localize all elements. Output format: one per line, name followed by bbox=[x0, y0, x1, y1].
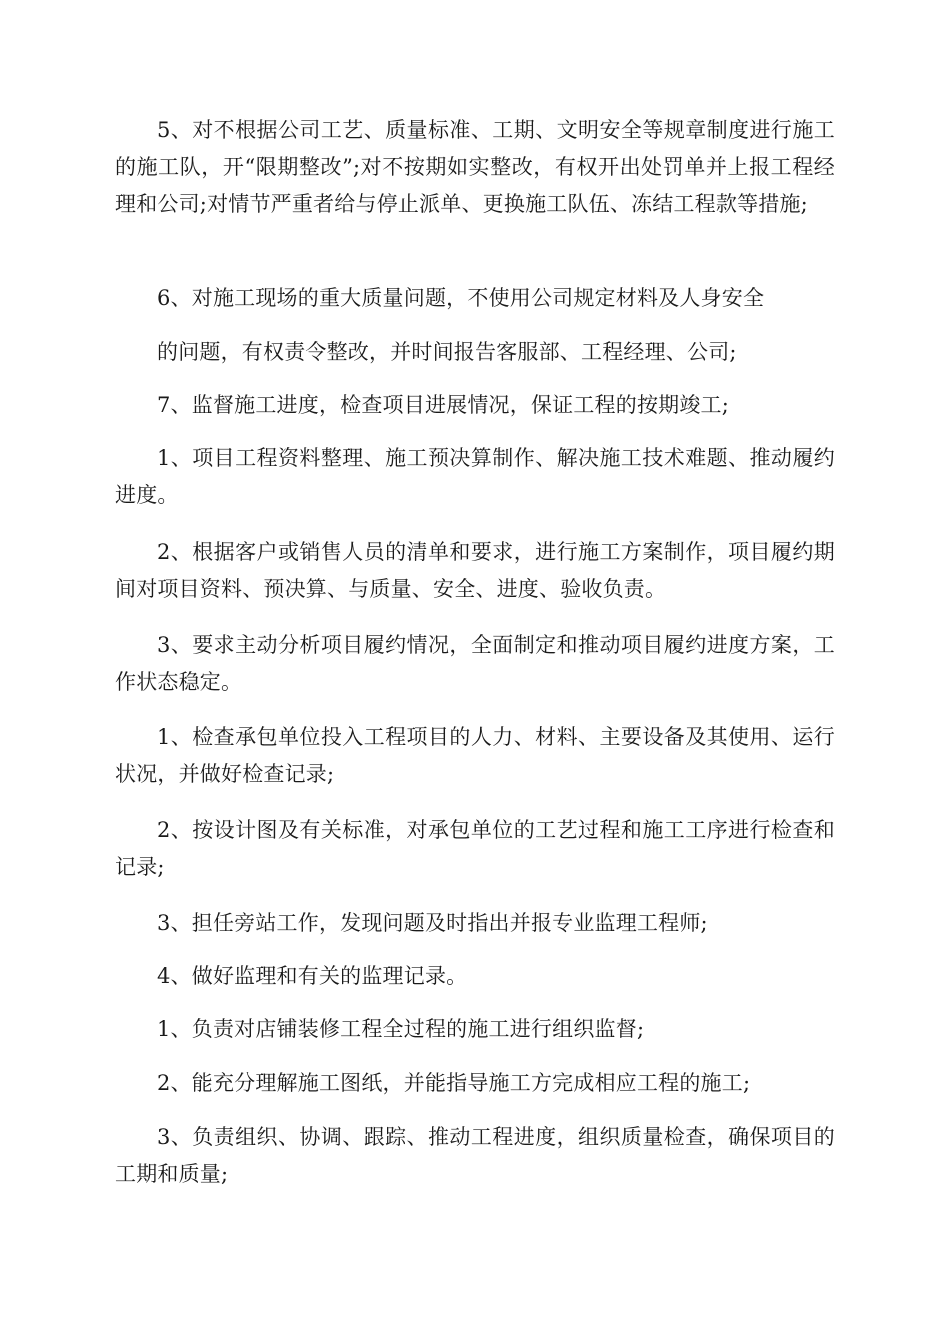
paragraph-1: 5、对不根据公司工艺、质量标准、工期、文明安全等规章制度进行施工的施工队，开“限期整改”;对不按期如实整改，有权开出处罚单并上报工程经理和公司;对情节严重者给与停止派单、更换施工队伍、冻结工程款等措施; bbox=[115, 118, 835, 216]
paragraph-3: 的问题，有权责令整改，并时间报告客服部、工程经理、公司; bbox=[157, 340, 737, 364]
paragraph-7: 3、要求主动分析项目履约情况，全面制定和推动项目履约进度方案，工作状态稳定。 bbox=[115, 633, 835, 694]
paragraph-11: 4、做好监理和有关的监理记录。 bbox=[157, 964, 468, 988]
paragraph-2: 6、对施工现场的重大质量问题，不使用公司规定材料及人身安全 bbox=[157, 286, 765, 310]
paragraph-13: 2、能充分理解施工图纸，并能指导施工方完成相应工程的施工; bbox=[157, 1071, 751, 1095]
paragraph-9: 2、按设计图及有关标准，对承包单位的工艺过程和施工工序进行检查和记录; bbox=[115, 818, 835, 879]
paragraph-14: 3、负责组织、协调、跟踪、推动工程进度，组织质量检查，确保项目的工期和质量; bbox=[115, 1125, 835, 1186]
paragraph-8: 1、检查承包单位投入工程项目的人力、材料、主要设备及其使用、运行状况，并做好检查记录; bbox=[115, 725, 835, 786]
paragraph-4: 7、监督施工进度，检查项目进展情况，保证工程的按期竣工; bbox=[157, 393, 730, 417]
paragraph-12: 1、负责对店铺装修工程全过程的施工进行组织监督; bbox=[157, 1017, 645, 1041]
paragraph-6: 2、根据客户或销售人员的清单和要求，进行施工方案制作，项目履约期间对项目资料、预决算、与质量、安全、进度、验收负责。 bbox=[115, 540, 835, 601]
paragraph-10: 3、担任旁站工作，发现问题及时指出并报专业监理工程师; bbox=[157, 911, 708, 935]
paragraph-5: 1、项目工程资料整理、施工预决算制作、解决施工技术难题、推动履约进度。 bbox=[115, 446, 835, 507]
